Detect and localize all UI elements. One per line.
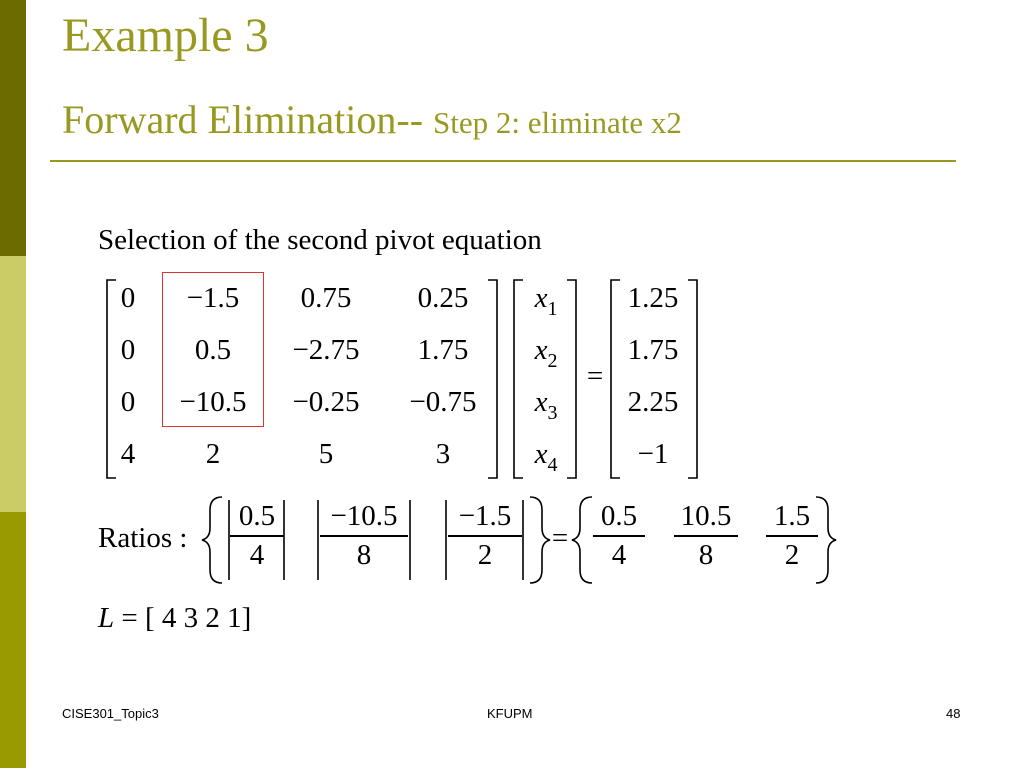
rhs-entry: 1.75 (627, 334, 679, 366)
abs-fraction: −10.5 8 (320, 500, 408, 572)
ratio-fraction: 1.5 2 (766, 500, 818, 572)
l-equals: = (121, 602, 138, 634)
footer-left: CISE301_Topic3 (62, 706, 159, 721)
matrix-cell: 2 (205, 438, 221, 470)
matrix-cell: −0.75 (409, 386, 477, 418)
matrix-cell: −10.5 (179, 386, 247, 418)
matrix-cell: 4 (120, 438, 136, 470)
abs-fraction: 0.5 4 (230, 500, 284, 572)
rhs-entry: −1 (637, 438, 669, 470)
l-label: L (98, 602, 115, 634)
slide-title: Example 3 (62, 9, 269, 62)
matrix-cell: 0 (120, 334, 136, 366)
vector-left-bracket (514, 280, 523, 478)
rhs-entry: 2.25 (627, 386, 679, 418)
subtitle-main: Forward Elimination-- (62, 97, 424, 142)
selection-text: Selection of the second pivot equation (98, 224, 542, 256)
ratio-fraction: 0.5 4 (593, 500, 645, 572)
matrix-equals-sign: = (586, 360, 604, 392)
matrix-cell: −1.5 (186, 282, 240, 314)
unknown-entry: $x_3$ (534, 386, 558, 424)
l-value: [ 4 3 2 1] (145, 602, 252, 634)
ratios-equals-sign: = (551, 522, 569, 554)
matrix-cell: 0 (120, 282, 136, 314)
matrix-cell: 0.5 (194, 334, 232, 366)
unknown-entry: $x_2$ (534, 334, 558, 372)
matrix-cell: 0.25 (417, 282, 469, 314)
ratios-left-brace (202, 497, 222, 583)
matrix-cell: 5 (318, 438, 334, 470)
ratio-fraction: 10.5 8 (674, 500, 738, 572)
ratios-label: Ratios : (98, 522, 188, 554)
slide-number: 48 (946, 706, 961, 721)
matrix-cell: −0.25 (292, 386, 360, 418)
result-right-brace (816, 497, 836, 583)
result-left-brace (572, 497, 592, 583)
unknown-entry: $x_4$ (534, 438, 558, 476)
rhs-entry: 1.25 (627, 282, 679, 314)
subtitle-step: Step 2: eliminate x2 (433, 105, 682, 140)
matrix-cell: 1.75 (417, 334, 469, 366)
unknown-entry: $x_1$ (534, 282, 558, 320)
matrix-cell: 3 (435, 438, 451, 470)
matrix-cell: −2.75 (292, 334, 360, 366)
footer-center: KFUPM (487, 706, 533, 721)
matrix-cell: 0.75 (300, 282, 352, 314)
abs-fraction: −1.5 2 (448, 500, 522, 572)
vector-right-bracket (567, 280, 576, 478)
matrix-cell: 0 (120, 386, 136, 418)
l-vector-line (98, 602, 251, 635)
